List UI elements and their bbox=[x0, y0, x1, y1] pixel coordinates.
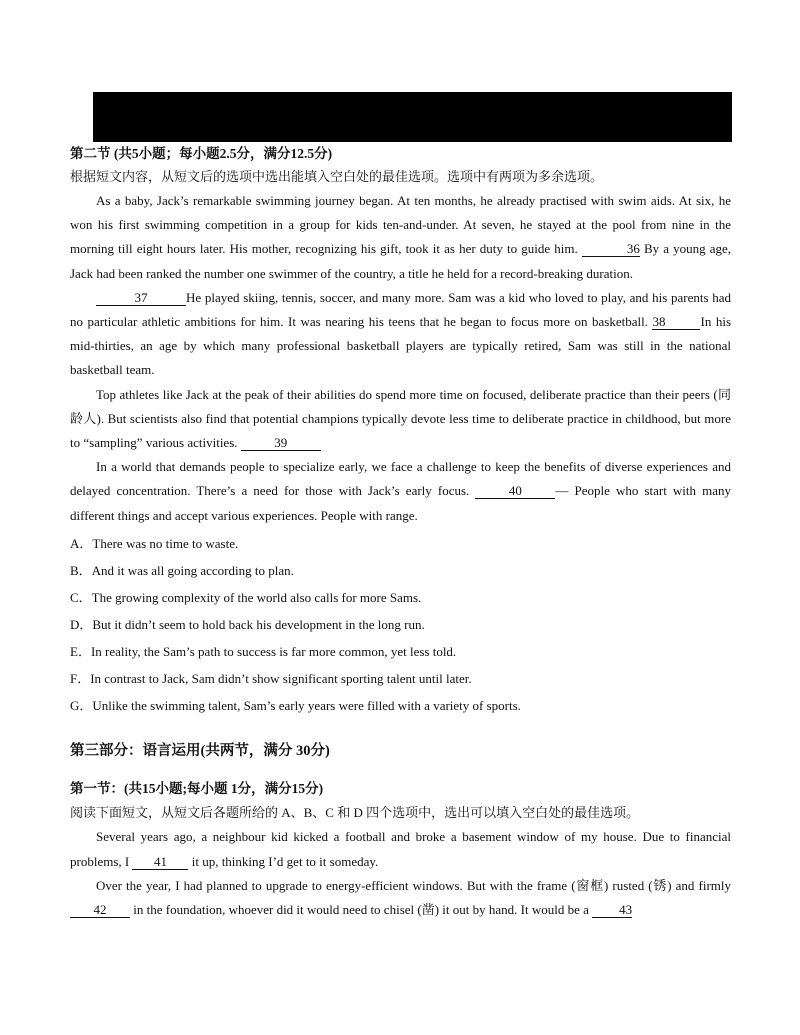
option-b: B．And it was all going according to plan. bbox=[70, 562, 294, 578]
part3-heading: 第三部分：语言运用(共两节，满分 30分) bbox=[70, 742, 330, 759]
section2-instruction: 根据短文内容，从短文后的选项中选出能填入空白处的最佳选项。选项中有两项为多余选项。 bbox=[70, 169, 604, 184]
cloze-paragraph-2 bbox=[70, 874, 731, 922]
blank-43: 43 bbox=[592, 902, 632, 918]
paragraph-text: In a world that demands people to specialize early, we face a challenge to keep the benefits of diverse experiences and delayed concentration. There’s a need for those with Jack’s early focus. bbox=[70, 459, 731, 499]
part3-section1-heading: 第一节：(共15小题;每小题 1分，满分15分) bbox=[70, 781, 324, 797]
answer-options bbox=[70, 530, 731, 719]
blank-42: 42 bbox=[70, 902, 130, 918]
option-c: C．The growing complexity of the world also calls for more Sams. bbox=[70, 589, 422, 605]
section2-heading: 第二节 (共5小题；每小题2.5分，满分12.5分) bbox=[70, 146, 333, 161]
paragraph-text: He played skiing, tennis, soccer, and many more. Sam was a kid who loved to play, and his parents had no particular athletic ambitions for him. It was nearing his teens that he began to focus more on basketball. bbox=[70, 289, 731, 330]
part3-instruction: 阅读下面短文，从短文后各题所给的 A、B、C 和 D 四个选项中，选出可以填入空白处的最佳选项。 bbox=[70, 805, 640, 821]
option-a: A．There was no time to waste. bbox=[70, 535, 239, 551]
blank-41: 41 bbox=[132, 854, 188, 870]
passage-paragraph-1 bbox=[70, 189, 731, 286]
paragraph-text: it up, thinking I’d get to it someday. bbox=[191, 853, 379, 869]
option-e: E．In reality, the Sam’s path to success is far more common, yet less told. bbox=[70, 643, 457, 659]
option-f: F．In contrast to Jack, Sam didn’t show significant sporting talent until later. bbox=[70, 670, 472, 686]
paragraph-text: in the foundation, whoever did it would need to chisel (凿) it out by hand. It would be a bbox=[133, 901, 589, 917]
passage-paragraph-3 bbox=[70, 383, 731, 456]
paragraph-text: In his mid-thirties, an age by which many professional basketball players are typically retired, Sam was still in the national basketball team. bbox=[70, 314, 731, 378]
blank-39: 39 bbox=[241, 435, 321, 451]
option-d: D．But it didn’t seem to hold back his development in the long run. bbox=[70, 616, 425, 632]
paragraph-text: Top athletes like Jack at the peak of their abilities do spend more time on focused, deliberate practice than their peers (同龄人). But scientists also find that potential champions typically devote less time to deliberate practice in childhood, but more to “sampling” various activities. bbox=[70, 386, 731, 451]
paragraph-text: As a baby, Jack’s remarkable swimming journey began. At ten months, he already practised with swim aids. At six, he won his first swimming competition in a group for kids ten-and-under. At seven, he stayed at the pool from nine in the morning till eight hours later. His mother, recognizing his gift, took it as her duty to guide him. bbox=[70, 193, 731, 257]
paragraph-text: Over the year, I had planned to upgrade to energy-efficient windows. But with the frame (窗框) rusted (锈) and firmly bbox=[96, 877, 731, 893]
document-page bbox=[70, 143, 731, 922]
blank-37: 37 bbox=[96, 290, 186, 306]
blank-38: 38 bbox=[652, 314, 700, 330]
blank-36: 36 bbox=[582, 241, 640, 257]
passage-paragraph-2 bbox=[70, 286, 731, 383]
cloze-paragraph-1 bbox=[70, 825, 731, 873]
paragraph-text: Several years ago, a neighbour kid kicked a football and broke a basement window of my house. Due to financial problems, I bbox=[70, 829, 731, 869]
option-g: G．Unlike the swimming talent, Sam’s early years were filled with a variety of sports. bbox=[70, 697, 521, 713]
paragraph-text: By a young age, Jack had been ranked the number one swimmer of the country, a title he held for a record-breaking duration. bbox=[70, 241, 732, 281]
redaction-bar bbox=[93, 92, 732, 142]
passage-paragraph-4 bbox=[70, 455, 731, 528]
blank-40: 40 bbox=[475, 483, 555, 499]
paragraph-text: — People who start with many different things and accept various experiences. People with range. bbox=[70, 483, 731, 523]
